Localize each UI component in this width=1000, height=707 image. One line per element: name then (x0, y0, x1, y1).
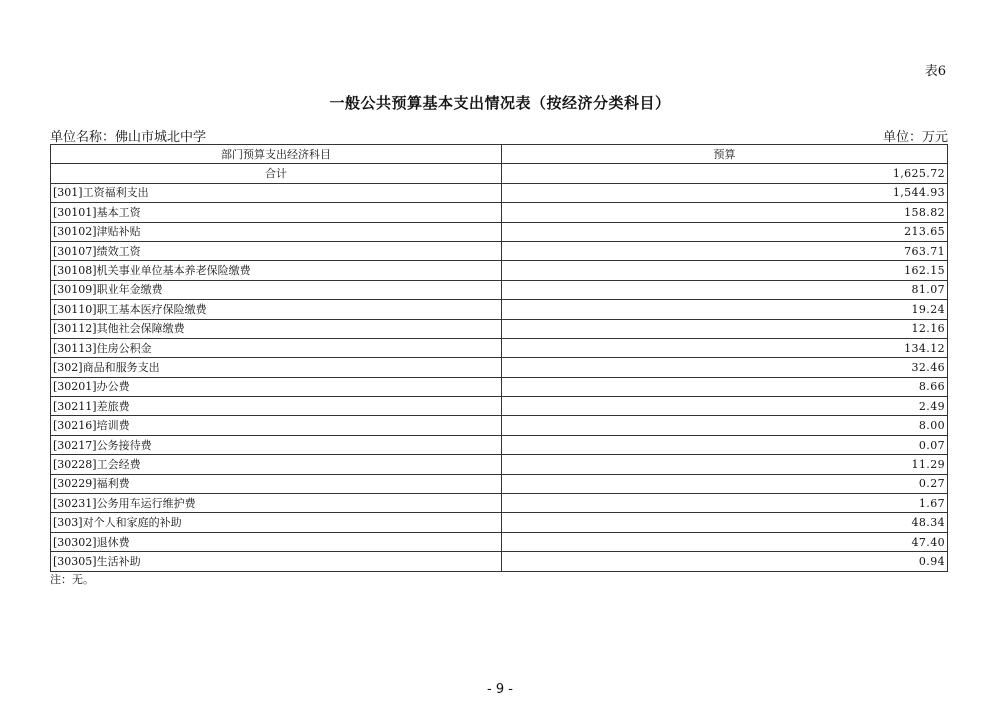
row-budget-value: 213.65 (502, 222, 948, 241)
row-category-name: [30108]机关事业单位基本养老保险缴费 (51, 261, 502, 280)
table-number: 表6 (924, 64, 946, 79)
row-budget-value: 162.15 (502, 261, 948, 280)
row-category-name: [30109]职业年金缴费 (51, 280, 502, 299)
row-category-name: [30102]津贴补贴 (51, 222, 502, 241)
table-row (51, 377, 948, 396)
row-category-name: [30110]职工基本医疗保险缴费 (51, 300, 502, 319)
row-budget-value: 2.49 (502, 397, 948, 416)
row-budget-value: 1,544.93 (502, 183, 948, 202)
table-row (51, 416, 948, 435)
table-row (51, 319, 948, 338)
row-category-name: [30211]差旅费 (51, 397, 502, 416)
row-budget-value: 12.16 (502, 319, 948, 338)
row-category-name: [30112]其他社会保障缴费 (51, 319, 502, 338)
table-row (51, 494, 948, 513)
row-budget-value: 11.29 (502, 455, 948, 474)
row-budget-value: 0.27 (502, 474, 948, 493)
table-row (51, 241, 948, 260)
row-category-name: [301]工资福利支出 (51, 183, 502, 202)
table-row (51, 397, 948, 416)
table-row (51, 435, 948, 454)
table-row (51, 222, 948, 241)
row-budget-value: 1.67 (502, 494, 948, 513)
unit-name-label: 单位名称：佛山市城北中学 (50, 130, 207, 145)
row-category-name: [30229]福利费 (51, 474, 502, 493)
row-budget-value: 81.07 (502, 280, 948, 299)
total-row (51, 164, 948, 183)
row-budget-value: 763.71 (502, 241, 948, 260)
row-category-name: [302]商品和服务支出 (51, 358, 502, 377)
table-row (51, 474, 948, 493)
row-budget-value: 0.07 (502, 435, 948, 454)
row-category-name: [30217]公务接待费 (51, 435, 502, 454)
row-category-name: [30101]基本工资 (51, 203, 502, 222)
row-category-name: [30231]公务用车运行维护费 (51, 494, 502, 513)
table-row (51, 552, 948, 571)
table-row (51, 203, 948, 222)
table-row (51, 513, 948, 532)
row-budget-value: 32.46 (502, 358, 948, 377)
row-budget-value: 8.00 (502, 416, 948, 435)
table-row (51, 532, 948, 551)
table-row (51, 300, 948, 319)
row-budget-value: 47.40 (502, 532, 948, 551)
row-budget-value: 0.94 (502, 552, 948, 571)
page-title: 一般公共预算基本支出情况表（按经济分类科目） (329, 94, 671, 112)
table-row (51, 280, 948, 299)
row-budget-value: 19.24 (502, 300, 948, 319)
header-economic-category: 部门预算支出经济科目 (51, 145, 502, 164)
table-row (51, 455, 948, 474)
row-budget-value: 8.66 (502, 377, 948, 396)
row-category-name: [30305]生活补助 (51, 552, 502, 571)
table-row (51, 183, 948, 202)
row-budget-value: 158.82 (502, 203, 948, 222)
row-category-name: [30107]绩效工资 (51, 241, 502, 260)
page-number: - 9 - (487, 682, 513, 697)
row-category-name: [30302]退休费 (51, 532, 502, 551)
table-header-row (51, 145, 948, 164)
table-row (51, 358, 948, 377)
row-budget-value: 48.34 (502, 513, 948, 532)
row-category-name: [30113]住房公积金 (51, 338, 502, 357)
table-row (51, 261, 948, 280)
row-category-name: [30216]培训费 (51, 416, 502, 435)
currency-unit-label: 单位：万元 (882, 130, 948, 145)
header-budget: 预算 (502, 145, 948, 164)
table-row (51, 338, 948, 357)
row-budget-value: 134.12 (502, 338, 948, 357)
row-category-name: [303]对个人和家庭的补助 (51, 513, 502, 532)
row-category-name: [30201]办公费 (51, 377, 502, 396)
footnote: 注：无。 (50, 573, 94, 586)
total-label: 合计 (51, 164, 502, 183)
total-value: 1,625.72 (502, 164, 948, 183)
budget-table (50, 144, 948, 572)
row-category-name: [30228]工会经费 (51, 455, 502, 474)
